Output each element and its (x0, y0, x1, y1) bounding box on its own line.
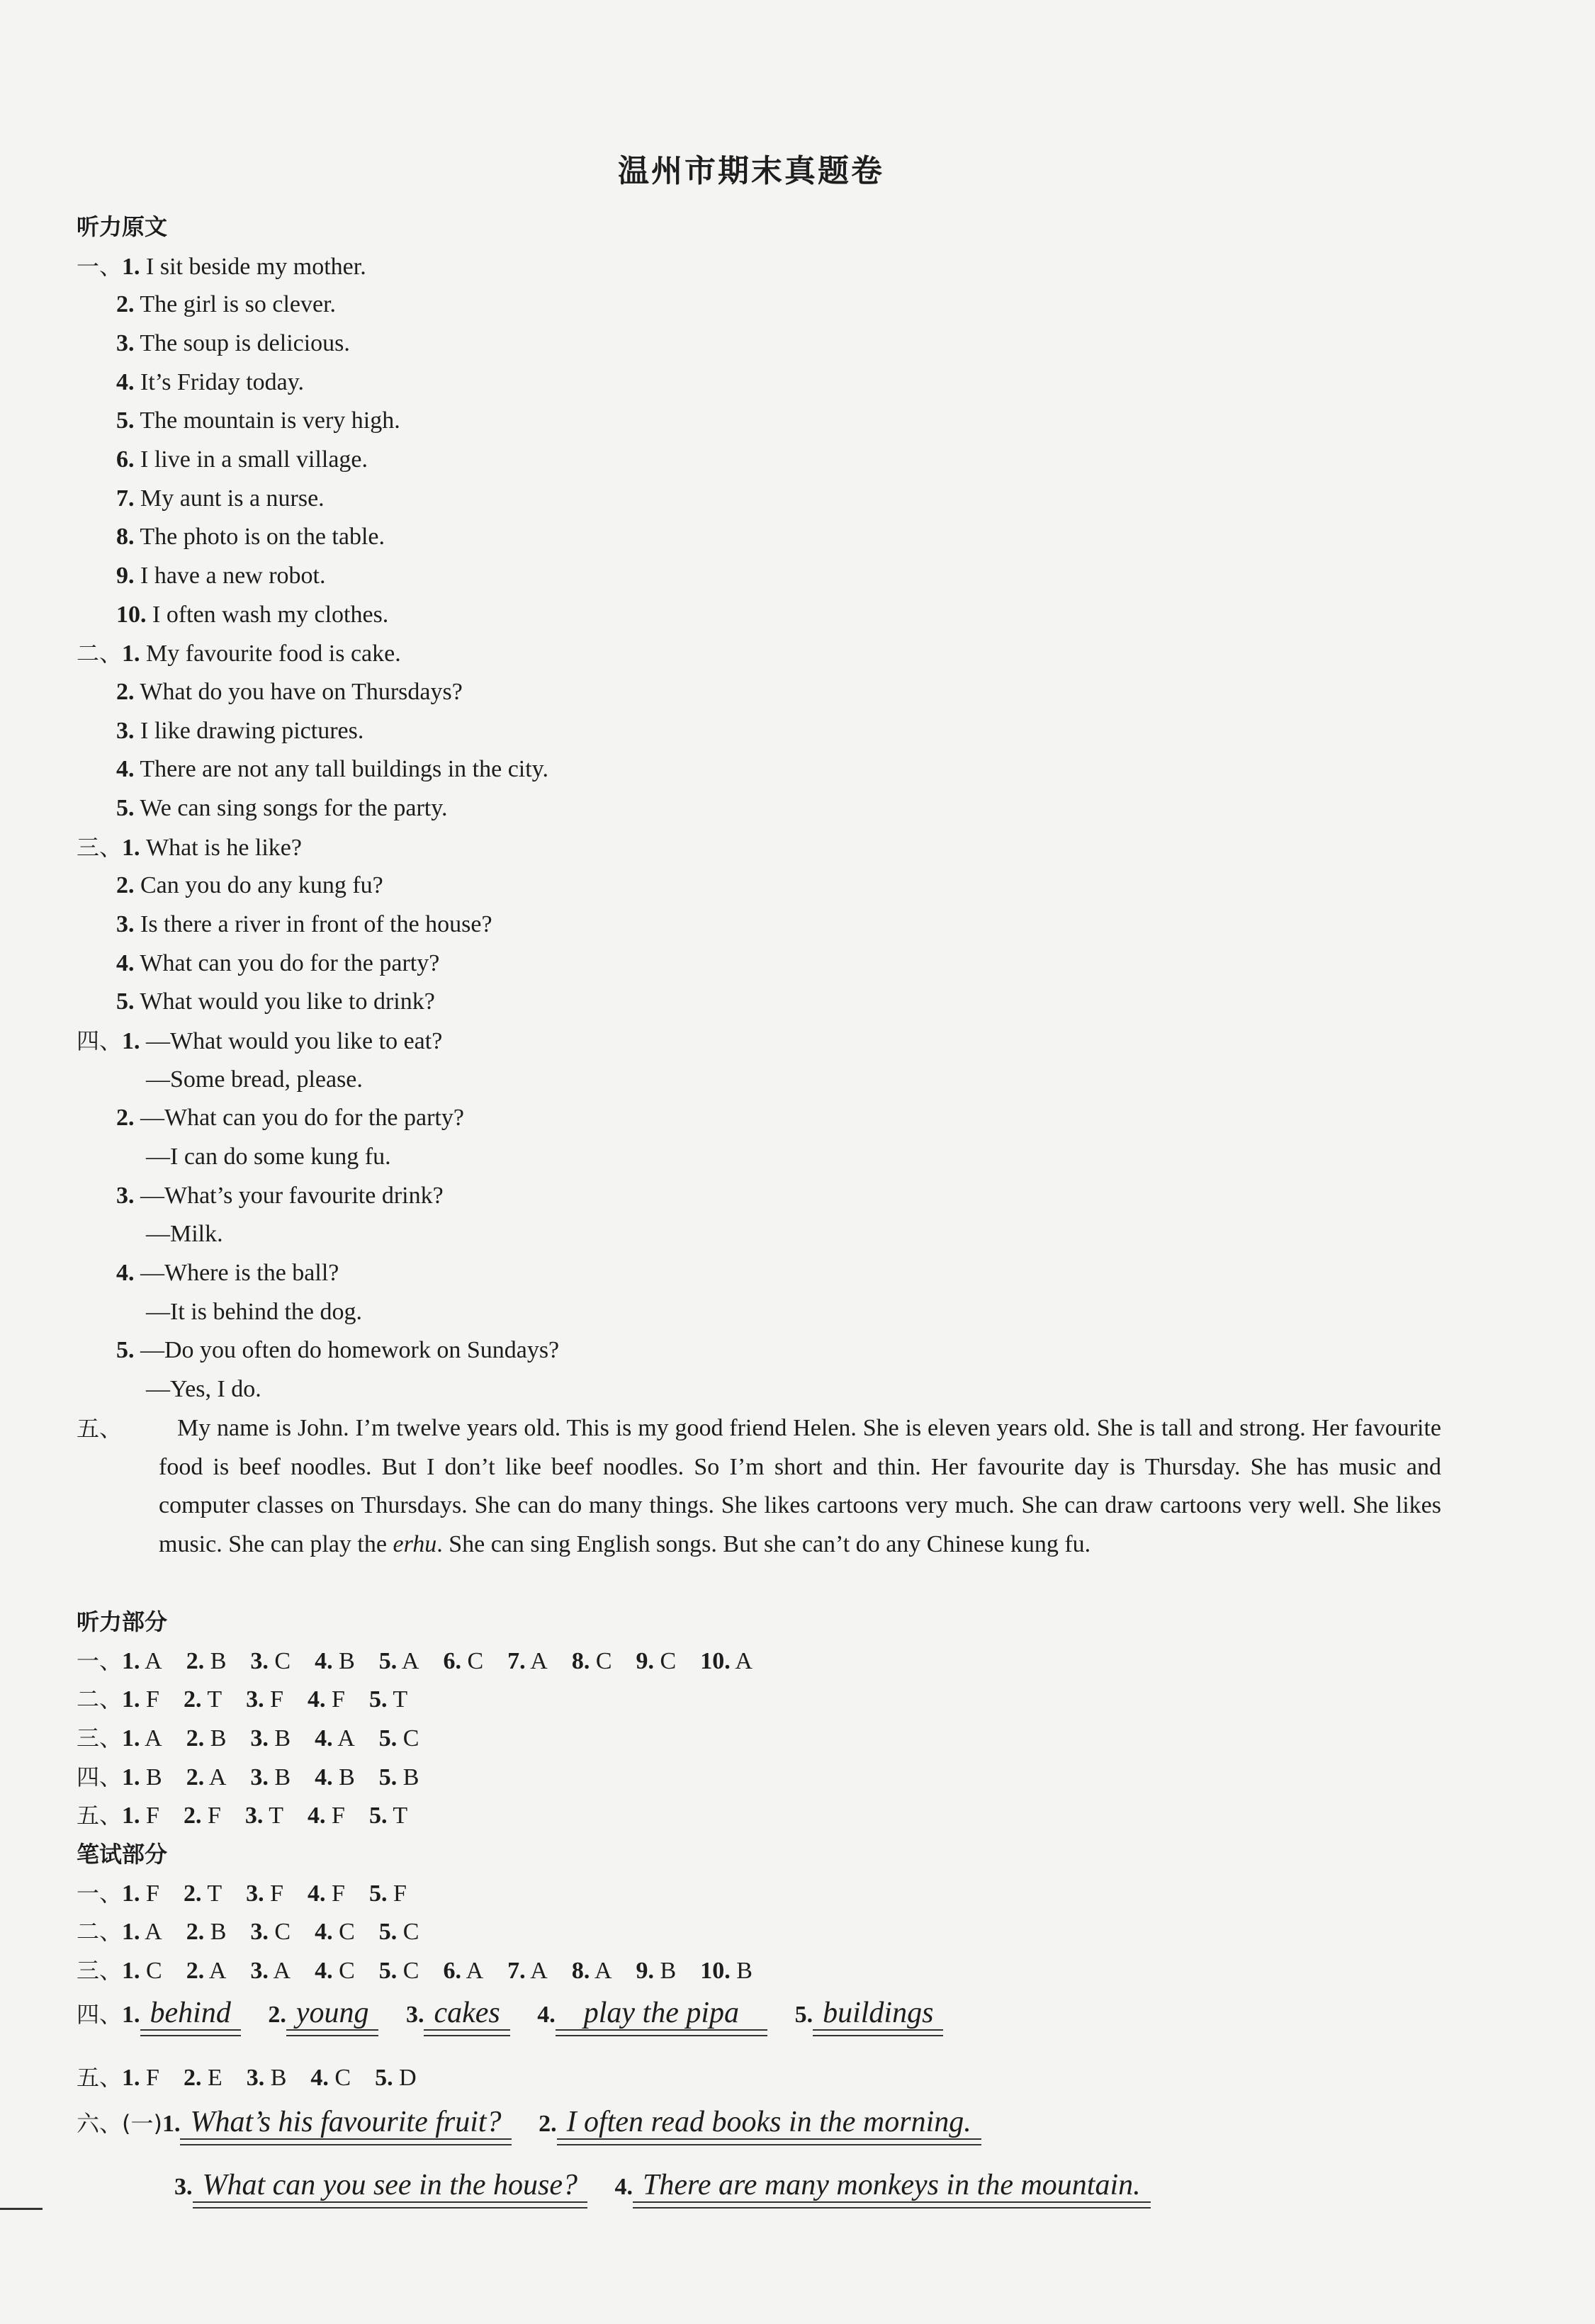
page-edge-mark (0, 2208, 43, 2210)
answer-item: 4. C (315, 1919, 355, 1945)
section-1-row-6: 6. I live in a small village. (116, 446, 368, 473)
section-3-row-4: 4. What can you do for the party? (116, 950, 440, 976)
answer-item: 1. F (122, 1803, 159, 1829)
section-4-q1: 四、1. —What would you like to eat? (77, 1027, 443, 1054)
handwritten-sentence: What can you see in the house? (193, 2171, 588, 2203)
written-row-6-line-2: 3. What can you see in the house? 4. There are many monkeys in the mountain. (174, 2171, 1172, 2203)
section-5-label: 五、 (77, 1415, 123, 1442)
answer-item: 4. A (315, 1725, 355, 1752)
section-2-row-5: 5. We can sing songs for the party. (116, 795, 448, 821)
section-4-a5: —Yes, I do. (146, 1376, 261, 1402)
section-4-q2: 2. —What can you do for the party? (116, 1105, 464, 1131)
answer-item: 5. B (378, 1764, 419, 1790)
answer-item: 2. F (183, 1803, 221, 1829)
section-5-passage: My name is John. I’m twelve years old. This is my good friend Helen. She is eleven years old. She is tall and strong. Her favourite food is beef noodles. But I don’t like beef noodles. So I’m short and thin. Her favourite day is Thursday. She has music and computer classes on Thursdays. She can do many things. She likes cartoons very much. She can draw cartoons very well. She likes music. She can play the erhu. She can sing English songs. But she can’t do any Chinese kung fu. (159, 1415, 1441, 1557)
section-4-q4: 4. —Where is the ball? (116, 1260, 339, 1286)
answer-item: 3. T (244, 1803, 284, 1829)
section-4-a4: —It is behind the dog. (146, 1299, 363, 1325)
answer-item: 1. F (122, 1686, 159, 1713)
answer-item: 3. C (250, 1648, 291, 1674)
handwritten-answer: buildings (813, 1999, 943, 2031)
handwritten-answer: cakes (424, 1999, 509, 2031)
answer-row: 一、1. A 2. B 3. C 4. B 5. A 6. C 7. A 8. C 9. C 10. A (77, 1647, 753, 1674)
written-answers-heading: 笔试部分 (77, 1841, 168, 1868)
answer-item: 5. F (368, 1880, 407, 1907)
section-2-row-4: 4. There are not any tall buildings in the city. (116, 756, 548, 782)
written-row-4: 四、1. behind 2. young 3. cakes 4. play the pipa 5. buildings (77, 1999, 964, 2031)
section-4-a1: —Some bread, please. (146, 1066, 363, 1093)
answer-item: 1. A (122, 1648, 162, 1674)
answer-item: 3. C (250, 1919, 291, 1945)
section-2-row-3: 3. I like drawing pictures. (116, 718, 364, 744)
section-3-row-1: 三、1. What is he like? (77, 834, 302, 861)
answer-item: 6. C (443, 1648, 484, 1674)
answer-item: 2. A (186, 1764, 227, 1790)
section-4-a2: —I can do some kung fu. (146, 1144, 391, 1170)
answer-row: 一、1. F 2. T 3. F 4. F 5. F (77, 1880, 407, 1907)
answer-item: 5. C (378, 1958, 419, 1984)
answer-row: 二、1. A 2. B 3. C 4. C 5. C (77, 1918, 419, 1945)
answer-row: 二、1. F 2. T 3. F 4. F 5. T (77, 1686, 408, 1713)
answer-item: 2. B (186, 1919, 227, 1945)
section-1-row-1: 一、1. I sit beside my mother. (77, 253, 366, 280)
section-4-q3: 3. —What’s your favourite drink? (116, 1183, 444, 1209)
section-4-q5: 5. —Do you often do homework on Sundays? (116, 1337, 560, 1363)
answer-item: 4. F (308, 1880, 345, 1907)
answer-item: 3. F (246, 1880, 284, 1907)
answer-item: 1. A (122, 1919, 162, 1945)
section-3-row-2: 2. Can you do any kung fu? (116, 872, 383, 898)
section-2-row-2: 2. What do you have on Thursdays? (116, 679, 463, 705)
section-3-row-3: 3. Is there a river in front of the house? (116, 911, 492, 937)
listening-script-heading: 听力原文 (77, 213, 168, 240)
answer-item: 2. B (186, 1725, 227, 1752)
answer-item: 5. C (378, 1919, 419, 1945)
answer-item: 3. A (250, 1958, 291, 1984)
answer-item: 8. C (571, 1648, 612, 1674)
answer-item: 4. B (315, 1648, 355, 1674)
answer-row: 三、1. A 2. B 3. B 4. A 5. C (77, 1725, 419, 1752)
answer-row: 四、1. B 2. A 3. B 4. B 5. B (77, 1764, 419, 1790)
section-2-row-1: 二、1. My favourite food is cake. (77, 640, 401, 667)
answer-item: 1. F (122, 1880, 159, 1907)
answer-item: 1. A (122, 1725, 162, 1752)
answer-item: 2. T (183, 1686, 222, 1713)
answer-item: 7. A (507, 1648, 548, 1674)
answer-item: 7. A (507, 1958, 548, 1984)
section-1-row-9: 9. I have a new robot. (116, 563, 326, 589)
handwritten-sentence: What’s his favourite fruit? (180, 2108, 511, 2140)
answer-item: 2. B (186, 1648, 227, 1674)
section-1-row-7: 7. My aunt is a nurse. (116, 485, 325, 512)
section-1-row-8: 8. The photo is on the table. (116, 524, 385, 550)
answer-item: 1. B (122, 1764, 162, 1790)
section-1-row-5: 5. The mountain is very high. (116, 407, 400, 434)
handwritten-sentence: There are many monkeys in the mountain. (633, 2171, 1151, 2203)
answer-item: 9. C (636, 1648, 677, 1674)
answer-item: 10. B (700, 1958, 753, 1984)
section-4-a3: —Milk. (146, 1221, 223, 1247)
answer-item: 4. B (315, 1764, 355, 1790)
answer-item: 6. A (443, 1958, 484, 1984)
handwritten-answer: play the pipa (556, 1999, 767, 2031)
section-3-row-5: 5. What would you like to drink? (116, 988, 435, 1015)
answer-item: 5. T (368, 1803, 408, 1829)
answer-item: 5. T (368, 1686, 408, 1713)
listening-answers-heading: 听力部分 (77, 1608, 168, 1635)
answer-item: 3. B (250, 1764, 291, 1790)
answer-item: 10. A (700, 1648, 753, 1674)
section-1-row-3: 3. The soup is delicious. (116, 330, 350, 356)
answer-item: 2. A (186, 1958, 227, 1984)
answer-item: 8. A (571, 1958, 612, 1984)
answer-item: 1. C (122, 1958, 162, 1984)
answer-item: 3. F (246, 1686, 284, 1713)
section-1-row-2: 2. The girl is so clever. (116, 291, 337, 317)
answer-item: 4. F (308, 1686, 345, 1713)
answer-item: 2. T (183, 1880, 222, 1907)
handwritten-answer: young (286, 1999, 379, 2031)
handwritten-answer: behind (140, 1999, 241, 2031)
written-row-5: 五、1. F 2. E 3. B 4. C 5. D (77, 2064, 417, 2091)
page-title: 温州市期末真题卷 (618, 153, 884, 189)
answer-row: 五、1. F 2. F 3. T 4. F 5. T (77, 1802, 408, 1829)
handwritten-sentence: I often read books in the morning. (557, 2108, 981, 2140)
answer-row: 三、1. C 2. A 3. A 4. C 5. C 6. A 7. A 8. A 9. B 10. B (77, 1957, 753, 1984)
answer-item: 4. F (308, 1803, 345, 1829)
answer-item: 9. B (636, 1958, 677, 1984)
italic-word-erhu: erhu (393, 1530, 437, 1557)
section-1-row-10: 10. I often wash my clothes. (116, 602, 389, 628)
answer-item: 5. A (378, 1648, 419, 1674)
answer-item: 5. C (378, 1725, 419, 1752)
written-row-6-line-1: 六、(一)1. What’s his favourite fruit? 2. I often read books in the morning. (77, 2108, 1003, 2140)
section-1-row-4: 4. It’s Friday today. (116, 369, 305, 395)
answer-item: 4. C (315, 1958, 355, 1984)
answer-item: 3. B (250, 1725, 291, 1752)
